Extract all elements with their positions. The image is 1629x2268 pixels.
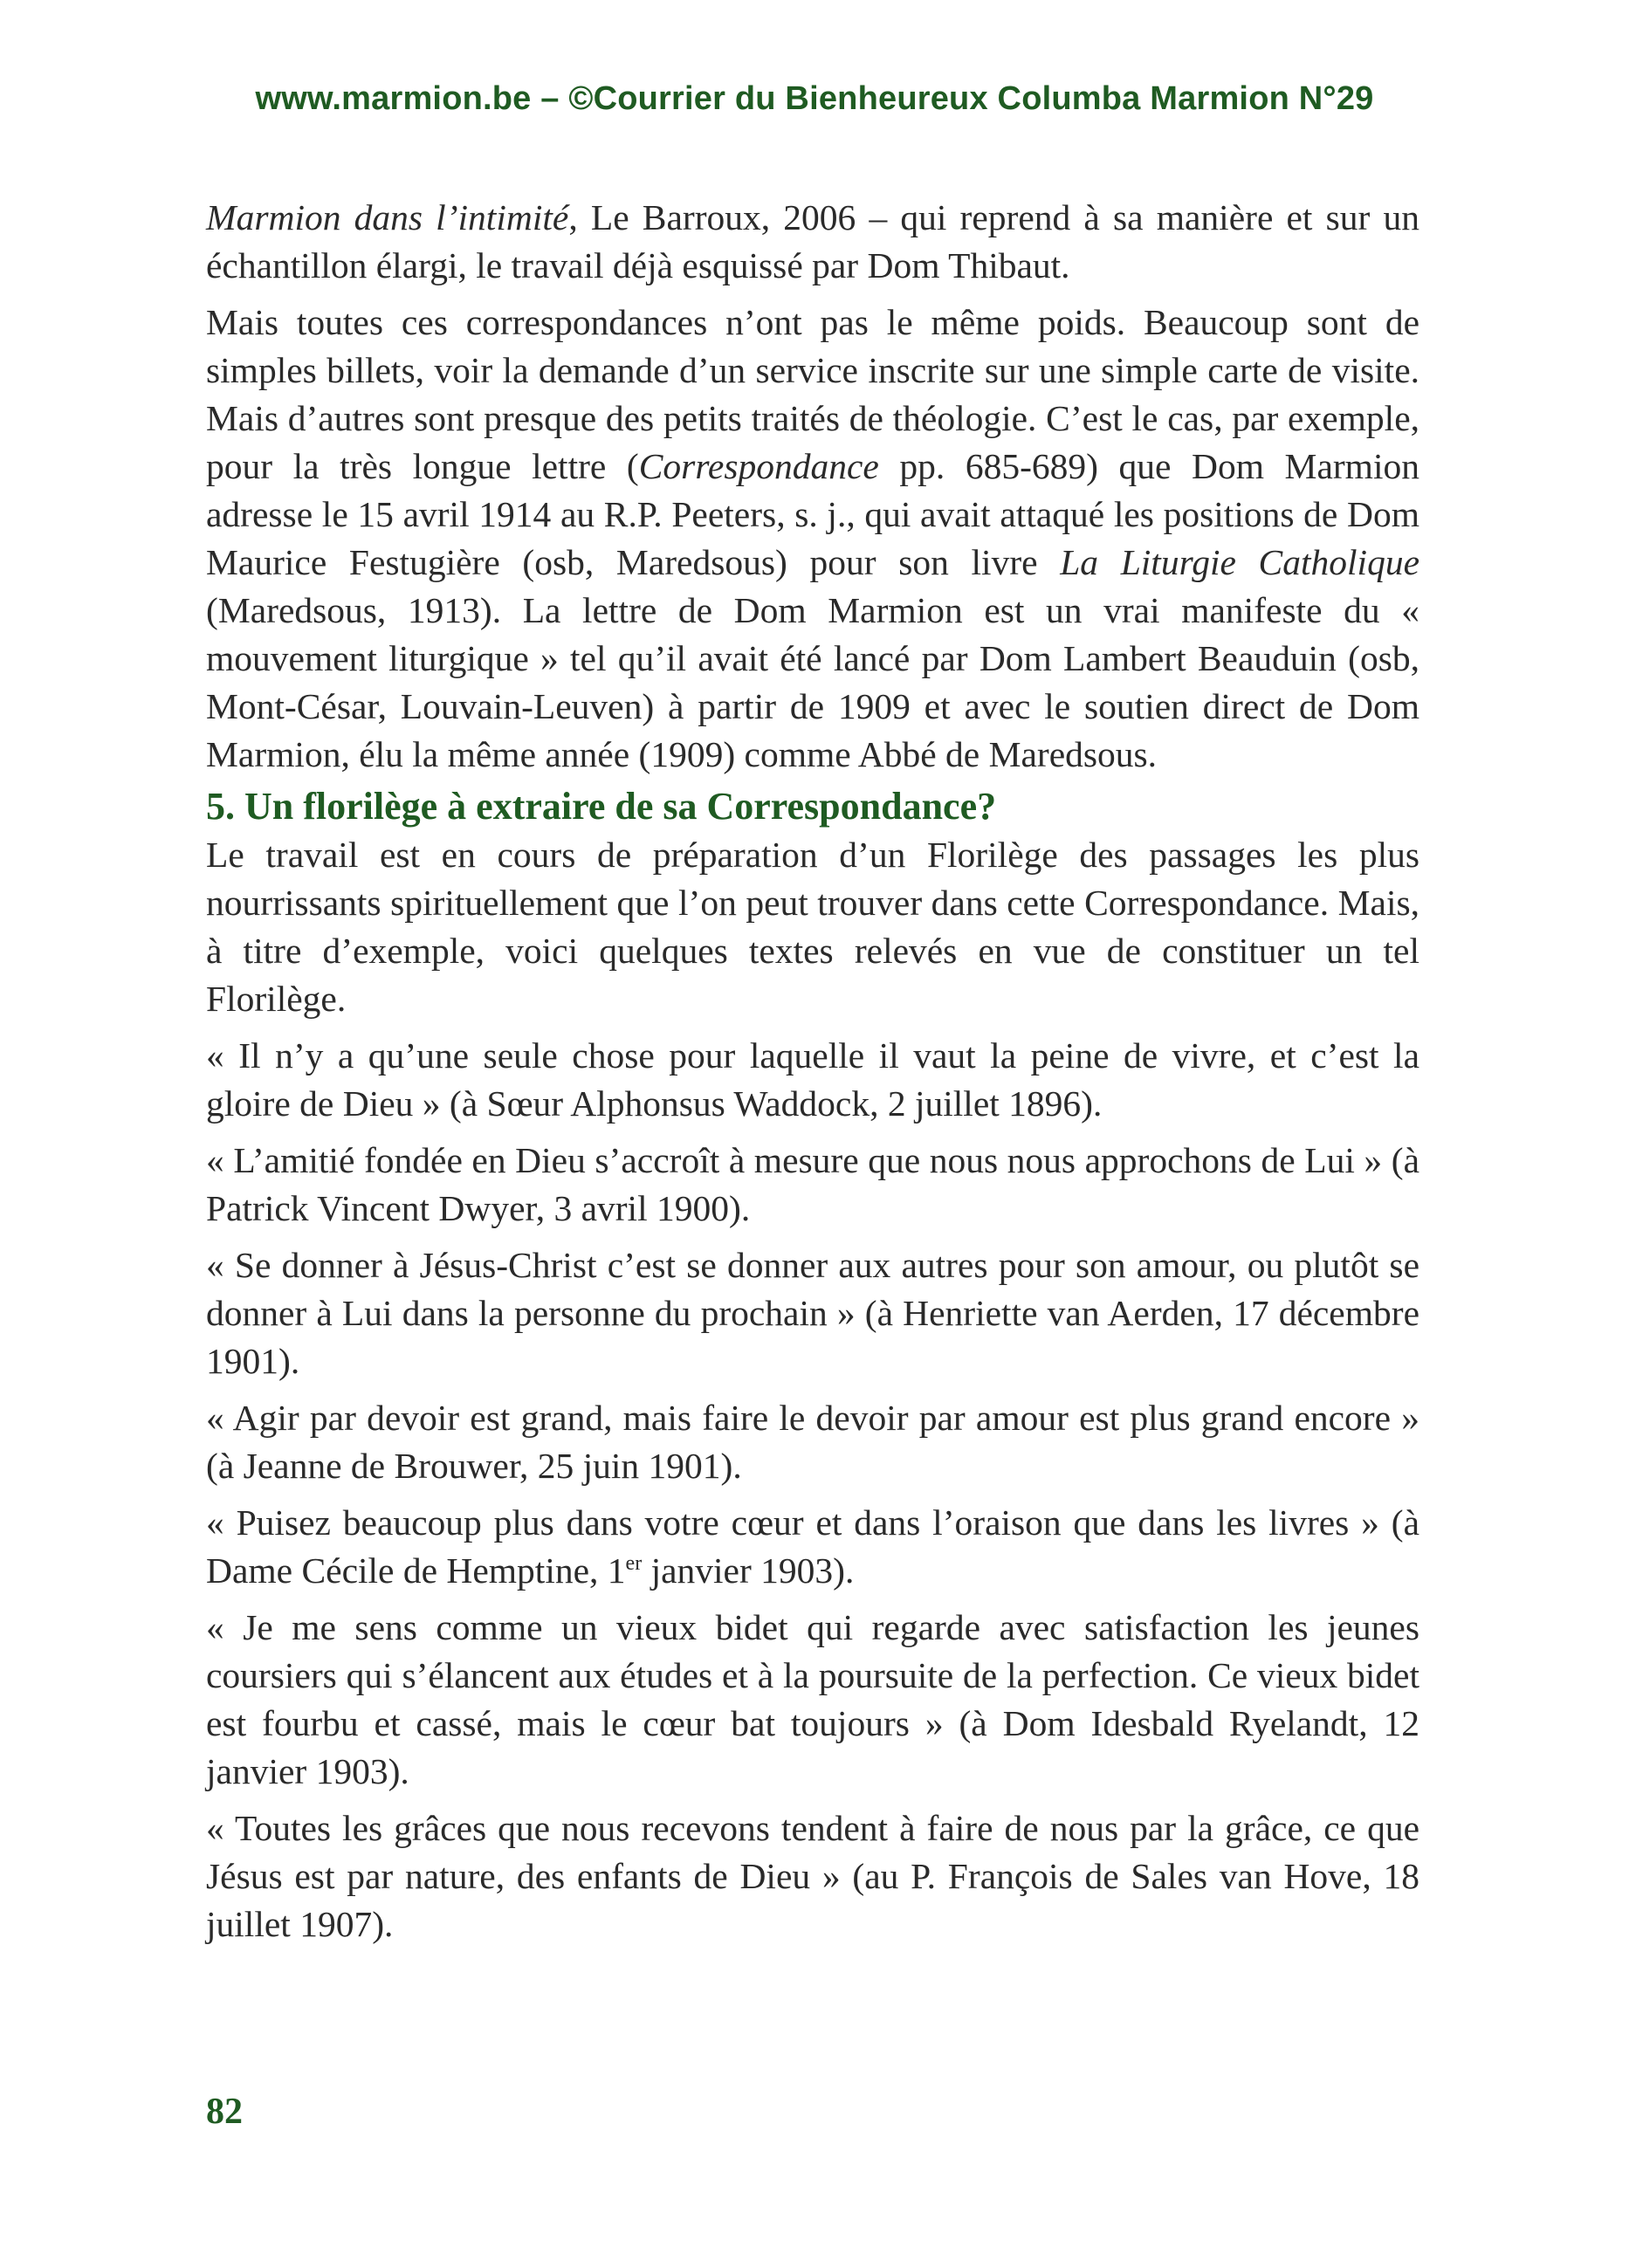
article-body <box>206 194 1419 1957</box>
book-title: Marmion dans l’intimité <box>206 197 569 237</box>
quote-7: « Toutes les grâces que nous recevons tendent à faire de nous par la grâce, ce que Jésus est par nature, des enfants de Dieu » (au P. François de Sales van Hove, 18 juillet 1907). <box>206 1808 1419 1944</box>
paragraph-intro <box>206 194 1419 290</box>
paragraph-text: pp. 685-689) que Dom Marmion adresse le 15 avril 1914 au R.P. Peeters, s. j., qui avait attaqué les positions de Dom Maurice Festugière (osb, Maredsous) pour son livre <box>206 446 1419 582</box>
paragraph-text: , Le Barroux, 2006 – qui reprend à sa manière et sur un échantillon élargi, le travail déjà esquissé par Dom Thibaut. <box>206 197 1419 285</box>
quote-3: « Se donner à Jésus-Christ c’est se donner aux autres pour son amour, ou plutôt se donner à Lui dans la personne du prochain » (à Henriette van Aerden, 17 décembre 1901). <box>206 1245 1419 1381</box>
paragraph-text: (Maredsous, 1913). La lettre de Dom Marmion est un vrai manifeste du « mouvement liturgique » tel qu’il avait été lancé par Dom Lambert Beauduin (osb, Mont-César, Louvain-Leuven) à partir de 1909 et avec le soutien direct de Dom Marmion, élu la même année (1909) comme Abbé de Maredsous. <box>206 590 1419 774</box>
superscript: er <box>625 1552 643 1576</box>
section-heading: 5. Un florilège à extraire de sa Correspondance? <box>206 785 997 828</box>
page-number: 82 <box>206 2092 243 2132</box>
page-header: www.marmion.be – ©Courrier du Bienheureux Columba Marmion N°29 <box>255 80 1374 117</box>
quote-2: « L’amitié fondée en Dieu s’accroît à mesure que nous nous approchons de Lui » (à Patrick Vincent Dwyer, 3 avril 1900). <box>206 1140 1419 1228</box>
paragraph-florilege: Le travail est en cours de préparation d’un Florilège des passages les plus nourrissants spirituellement que l’on peut trouver dans cette Correspondance. Mais, à titre d’exemple, voici quelques textes relevés en vue de constituer un tel Florilège. <box>206 835 1419 1019</box>
quote-4: « Agir par devoir est grand, mais faire le devoir par amour est plus grand encore » (à Jeanne de Brouwer, 25 juin 1901). <box>206 1398 1419 1486</box>
paragraph-correspondances <box>206 299 1419 779</box>
quote-text: janvier 1903). <box>642 1550 855 1591</box>
book-title: Correspondance <box>638 446 879 486</box>
quote-text: « Puisez beaucoup plus dans votre cœur et dans l’oraison que dans les livres » (à Dame Cécile de Hemptine, 1 <box>206 1502 1419 1591</box>
book-title: La Liturgie Catholique <box>1060 542 1419 582</box>
quote-5 <box>206 1499 1419 1595</box>
paragraph-text: Mais toutes ces correspondances n’ont pas le même poids. Beaucoup sont de simples billets, voir la demande d’un service inscrite sur une simple carte de visite. Mais d’autres sont presque des petits traités de théologie. C’est le cas, par exemple, pour la très longue lettre ( <box>206 302 1419 486</box>
quote-1: « Il n’y a qu’une seule chose pour laquelle il vaut la peine de vivre, et c’est la gloire de Dieu » (à Sœur Alphonsus Waddock, 2 juillet 1896). <box>206 1035 1419 1124</box>
quote-6: « Je me sens comme un vieux bidet qui regarde avec satisfaction les jeunes coursiers qui s’élancent aux études et à la poursuite de la perfection. Ce vieux bidet est fourbu et cassé, mais le cœur bat toujours » (à Dom Idesbald Ryelandt, 12 janvier 1903). <box>206 1607 1419 1791</box>
